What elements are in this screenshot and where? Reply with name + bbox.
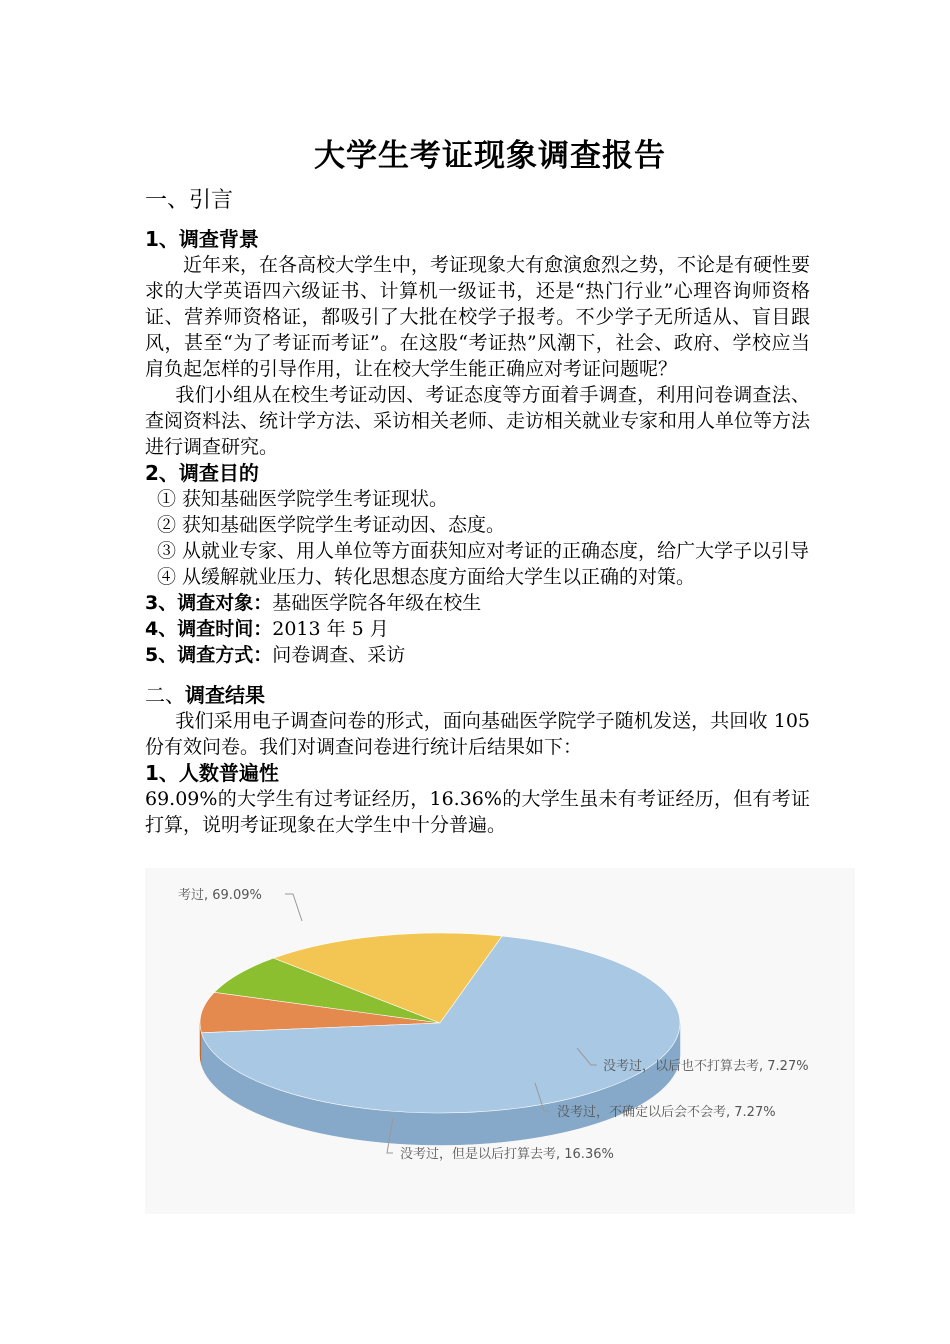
survey-time-key: 4、调查时间： bbox=[145, 618, 273, 640]
heading-background: 1、调查背景 bbox=[145, 227, 259, 251]
survey-method-key: 5、调查方式： bbox=[145, 644, 273, 666]
survey-object bbox=[145, 590, 810, 616]
survey-method-value: 问卷调查、采访 bbox=[272, 644, 406, 666]
spacer bbox=[145, 216, 810, 226]
survey-object-key: 3、调查对象： bbox=[145, 592, 273, 614]
survey-time-value: 2013 年 5 月 bbox=[272, 618, 389, 640]
survey-time bbox=[145, 616, 810, 642]
section-heading-intro: 一、引言 bbox=[145, 188, 234, 213]
purpose-item-2: ② 获知基础医学院学生考证动因、态度。 bbox=[157, 514, 506, 536]
pie-label-2: 没考过，不确定以后会不会考, 7.27% bbox=[557, 1105, 776, 1120]
results-heading-number: 二、 bbox=[145, 683, 185, 707]
survey-method bbox=[145, 642, 810, 668]
paragraph-results-intro: 我们采用电子调查问卷的形式，面向基础医学院学子随机发送，共回收 105 份有效问卷。我们对调查问卷进行统计后结果如下： bbox=[145, 710, 810, 758]
purpose-item-4: ④ 从缓解就业压力、转化思想态度方面给大学生以正确的对策。 bbox=[157, 566, 696, 588]
paragraph-prevalence: 69.09%的大学生有过考证经历，16.36%的大学生虽未有考证经历，但有考证打算，说明考证现象在大学生中十分普遍。 bbox=[145, 788, 810, 836]
document-title: 大学生考证现象调查报告 bbox=[314, 138, 666, 174]
pie-chart bbox=[145, 868, 855, 1214]
pie-leader-line-0 bbox=[285, 894, 302, 921]
section-heading-results bbox=[145, 682, 810, 708]
pie-label-3: 没考过，但是以后打算去考, 16.36% bbox=[400, 1147, 614, 1162]
heading-prevalence: 1、人数普遍性 bbox=[145, 761, 279, 785]
survey-object-value: 基础医学院各年级在校生 bbox=[272, 592, 482, 614]
paragraph-background-1: 近年来，在各高校大学生中，考证现象大有愈演愈烈之势，不论是有硬性要求的大学英语四六级证书、计算机一级证书，还是“热门行业”心理咨询师资格证、营养师资格证，都吸引了大批在校学子报考。不少学子无所适从、盲目跟风，甚至“为了考证而考证”。在这股“考证热”风潮下，社会、政府、学校应当肩负起怎样的引导作用，让在校大学生能正确应对考证问题呢？ bbox=[145, 254, 811, 380]
spacer bbox=[145, 668, 810, 682]
paragraph-background-2: 我们小组从在校生考证动因、考证态度等方面着手调查，利用问卷调查法、查阅资料法、统计学方法、采访相关老师、走访相关就业专家和用人单位等方法进行调查研究。 bbox=[145, 384, 811, 458]
heading-purpose: 2、调查目的 bbox=[145, 461, 259, 485]
results-heading-text: 调查结果 bbox=[185, 683, 265, 707]
document-body bbox=[145, 186, 810, 838]
pie-chart-svg bbox=[145, 868, 855, 1214]
pie-label-0: 考过, 69.09% bbox=[178, 888, 262, 903]
pie-label-1: 没考过，以后也不打算去考, 7.27% bbox=[603, 1059, 809, 1074]
purpose-item-3: ③ 从就业专家、用人单位等方面获知应对考证的正确态度，给广大学子以引导 bbox=[157, 540, 810, 562]
purpose-item-1: ① 获知基础医学院学生考证现状。 bbox=[157, 488, 449, 510]
